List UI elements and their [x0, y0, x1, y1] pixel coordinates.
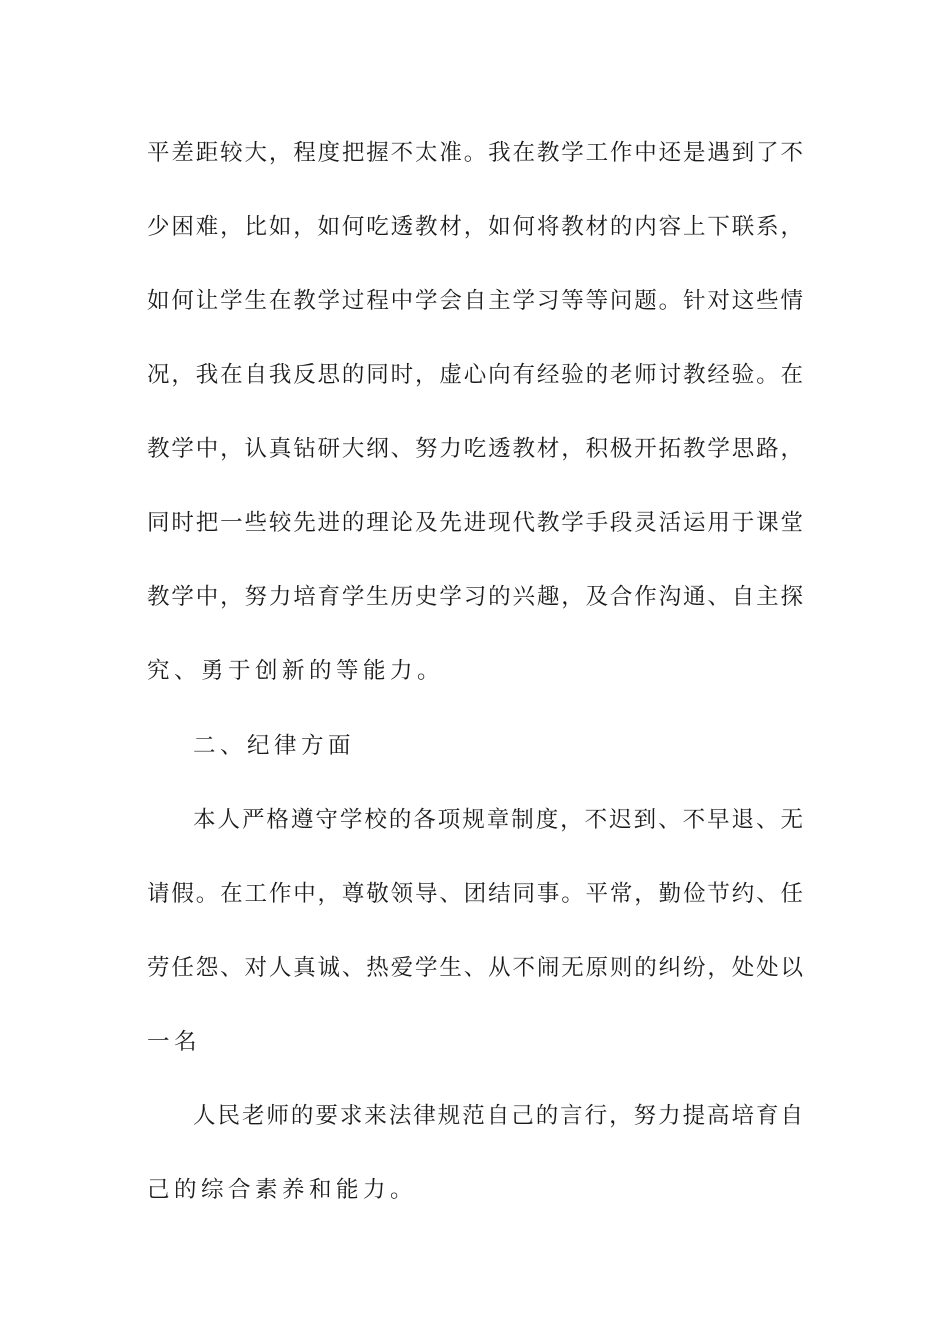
paragraph-line: 劳任怨、对人真诚、热爱学生、从不闹无原则的纠纷，处处以 [147, 955, 803, 981]
paragraph-line: 教学中，努力培育学生历史学习的兴趣，及合作沟通、自主探 [147, 584, 803, 610]
paragraph-line: 究、勇于创新的等能力。 [147, 658, 445, 684]
paragraph-line: 己的综合素养和能力。 [147, 1177, 418, 1203]
paragraph-line: 同时把一些较先进的理论及先进现代教学手段灵活运用于课堂 [147, 510, 803, 536]
paragraph-line: 教学中，认真钻研大纲、努力吃透教材，积极开拓教学思路， [147, 436, 803, 462]
paragraph-line: 少困难，比如，如何吃透教材，如何将教材的内容上下联系， [147, 214, 803, 240]
paragraph-line: 况，我在自我反思的同时，虚心向有经验的老师讨教经验。在 [147, 362, 803, 388]
section-heading: 二、纪律方面 [193, 733, 356, 759]
paragraph-line: 请假。在工作中，尊敬领导、团结同事。平常，勤俭节约、任 [147, 881, 803, 907]
paragraph-line: 本人严格遵守学校的各项规章制度，不迟到、不早退、无 [193, 807, 803, 833]
paragraph-line: 如何让学生在教学过程中学会自主学习等等问题。针对这些情 [147, 288, 803, 314]
paragraph-line: 人民老师的要求来法律规范自己的言行，努力提高培育自 [193, 1103, 803, 1129]
paragraph-line: 平差距较大，程度把握不太准。我在教学工作中还是遇到了不 [147, 140, 803, 166]
paragraph-line: 一名 [147, 1029, 202, 1055]
